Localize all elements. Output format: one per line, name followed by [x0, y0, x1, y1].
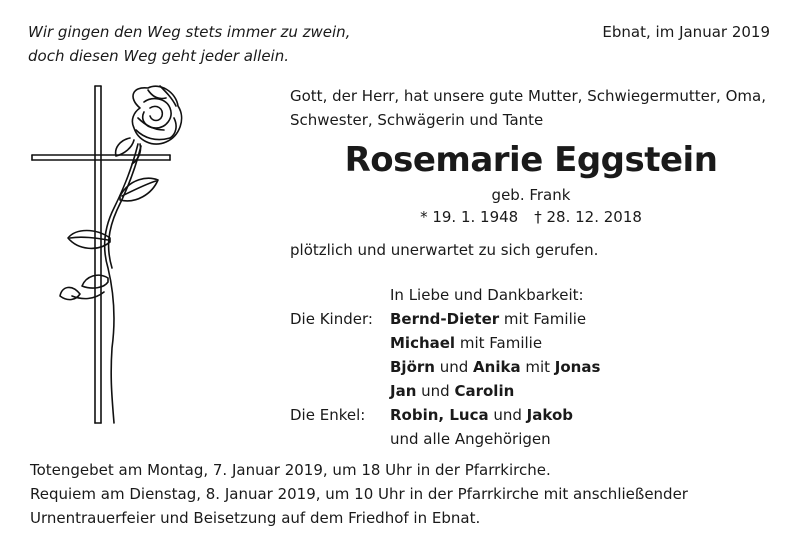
grandchild-name: Jakob [526, 406, 573, 424]
children-row-4 [390, 379, 514, 403]
connector-text: und [488, 406, 527, 424]
children-row-2 [390, 331, 542, 355]
poem [28, 20, 350, 68]
sudden-text: plötzlich und unerwartet zu sich gerufen. [290, 241, 599, 259]
child-name: Jan [390, 382, 417, 400]
grandchildren-label: Die Enkel: [290, 406, 366, 424]
intro-text [290, 84, 766, 132]
connector-text: und [416, 382, 455, 400]
thanks-text: In Liebe und Dankbarkeit: [390, 286, 584, 304]
requiem-line-1: Requiem am Dienstag, 8. Januar 2019, um 10 Uhr in der Pfarrkirche mit anschließender [30, 485, 688, 503]
cross-with-rose-icon [20, 78, 190, 428]
child-name: Jonas [554, 358, 601, 376]
totengebet-text: Totengebet am Montag, 7. Januar 2019, um 18 Uhr in der Pfarrkirche. [30, 461, 551, 479]
requiem-line-2: Urnentrauerfeier und Beisetzung auf dem Friedhof in Ebnat. [30, 509, 481, 527]
grandchildren-row-1 [390, 403, 573, 427]
child-name: Björn [390, 358, 435, 376]
relation-text: mit Familie [499, 310, 587, 328]
deceased-name: Rosemarie Eggstein [344, 140, 718, 180]
death-date: † 28. 12. 2018 [534, 208, 642, 226]
intro-line-1: Gott, der Herr, hat unsere gute Mutter, Schwiegermutter, Oma, [290, 87, 766, 105]
child-name: Anika [473, 358, 521, 376]
birth-date: * 19. 1. 1948 [420, 208, 519, 226]
children-label: Die Kinder: [290, 310, 373, 328]
poem-line-2: doch diesen Weg geht jeder allein. [28, 47, 289, 65]
child-name: Carolin [454, 382, 515, 400]
children-row-3 [390, 355, 600, 379]
connector-text: und [434, 358, 474, 376]
intro-line-2: Schwester, Schwägerin und Tante [290, 111, 544, 129]
grandchild-name: Robin, Luca [390, 406, 489, 424]
poem-line-1: Wir gingen den Weg stets immer zu zwein, [28, 23, 351, 41]
connector-text: mit [520, 358, 555, 376]
birth-name: geb. Frank [491, 186, 571, 204]
relation-text: mit Familie [455, 334, 543, 352]
life-dates [290, 206, 772, 228]
child-name: Bernd-Dieter [390, 310, 500, 328]
grandchildren-row-2: und alle Angehörigen [390, 430, 551, 448]
child-name: Michael [390, 334, 456, 352]
place-date: Ebnat, im Januar 2019 [602, 23, 770, 41]
children-row-1 [390, 307, 586, 331]
